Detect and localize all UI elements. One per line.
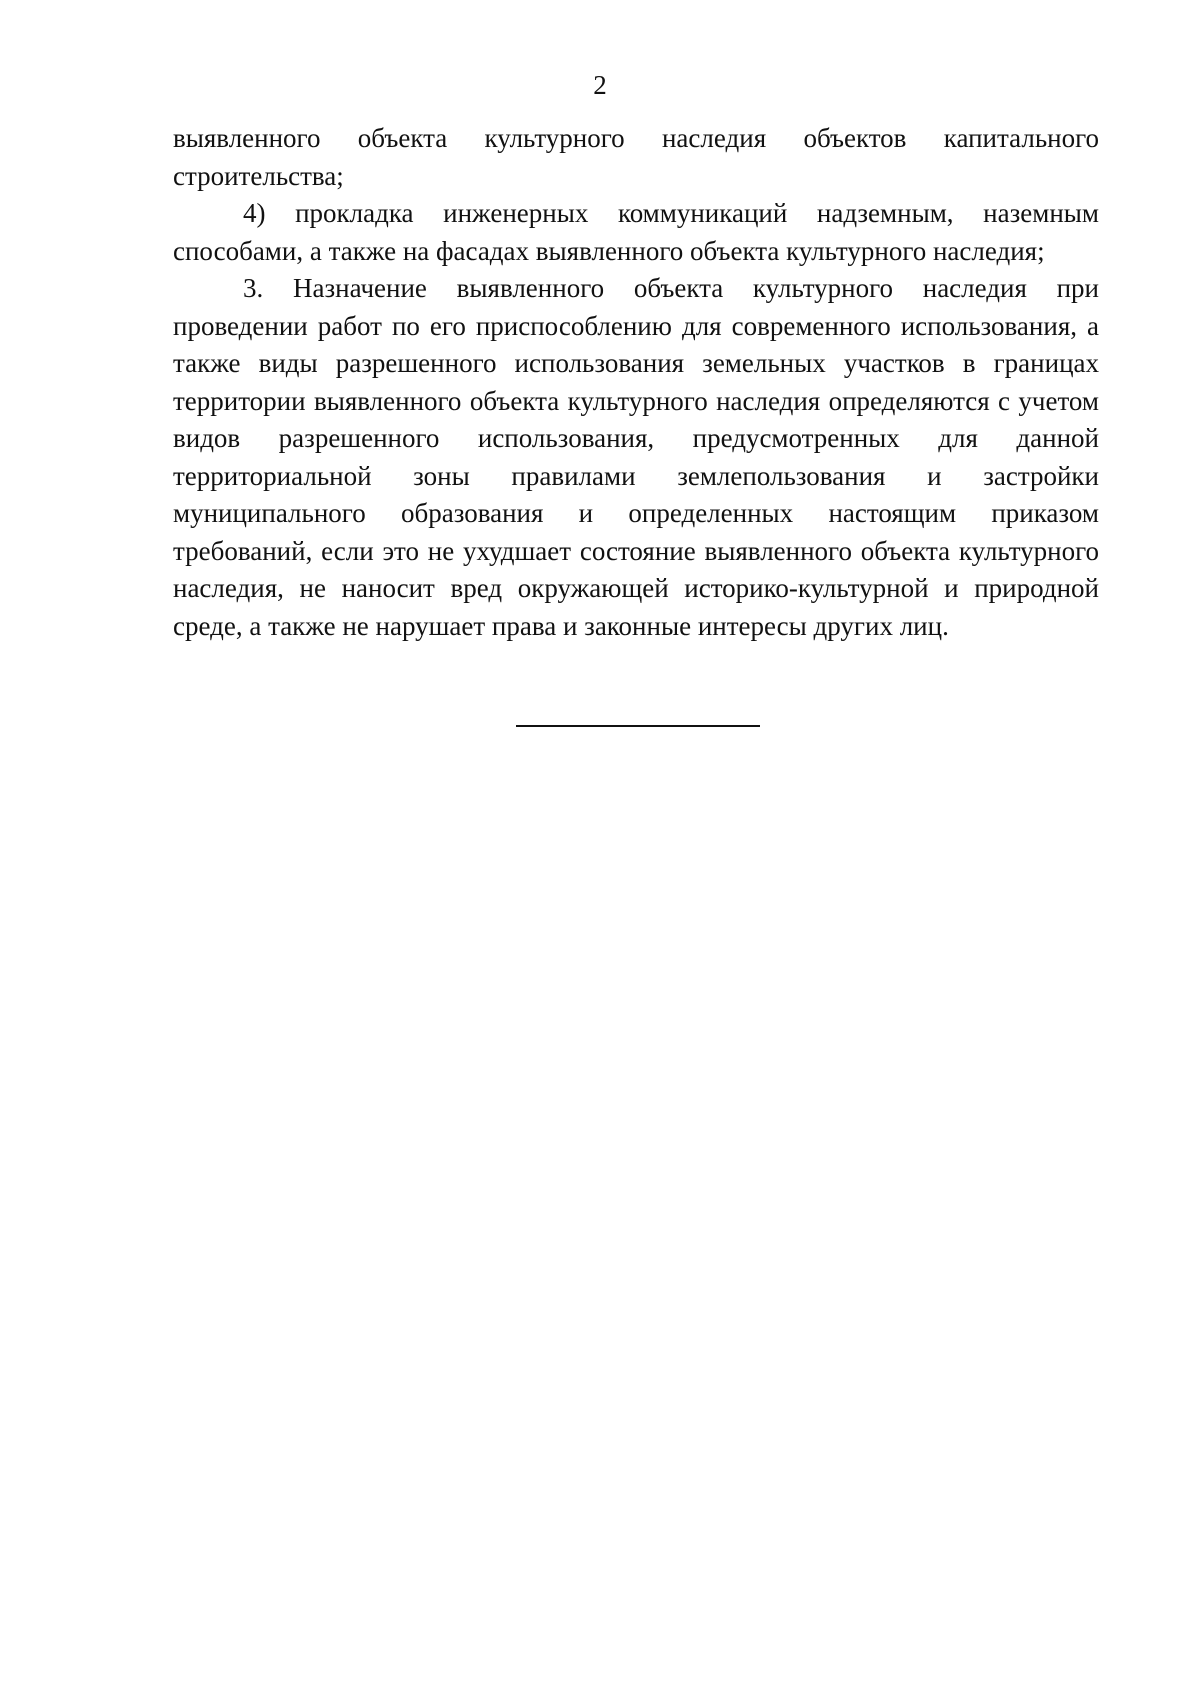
paragraph-item-3: 3. Назначение выявленного объекта культурного наследия при проведении работ по его приспособлению для современного использования, а также виды разрешенного использования земельных участков в границах территории выявленного объекта культурного наследия определяются с учетом видов разрешенного использования, предусмотренных для данной территориальной зоны правилами землепользования и застройки муниципального образования и определенных настоящим приказом требований, если это не ухудшает состояние выявленного объекта культурного наследия, не наносит вред окружающей историко-культурной и природной среде, а также не нарушает права и законные интересы других лиц. — [173, 273, 1099, 641]
document-body — [173, 120, 1099, 645]
page-number: 2 — [593, 70, 607, 100]
end-of-text-divider — [516, 725, 760, 727]
paragraph-item-4: 4) прокладка инженерных коммуникаций надземным, наземным способами, а также на фасадах выявленного объекта культурного наследия; — [173, 198, 1099, 266]
paragraph-continuation: выявленного объекта культурного наследия объектов капитального строительства; — [173, 123, 1099, 191]
